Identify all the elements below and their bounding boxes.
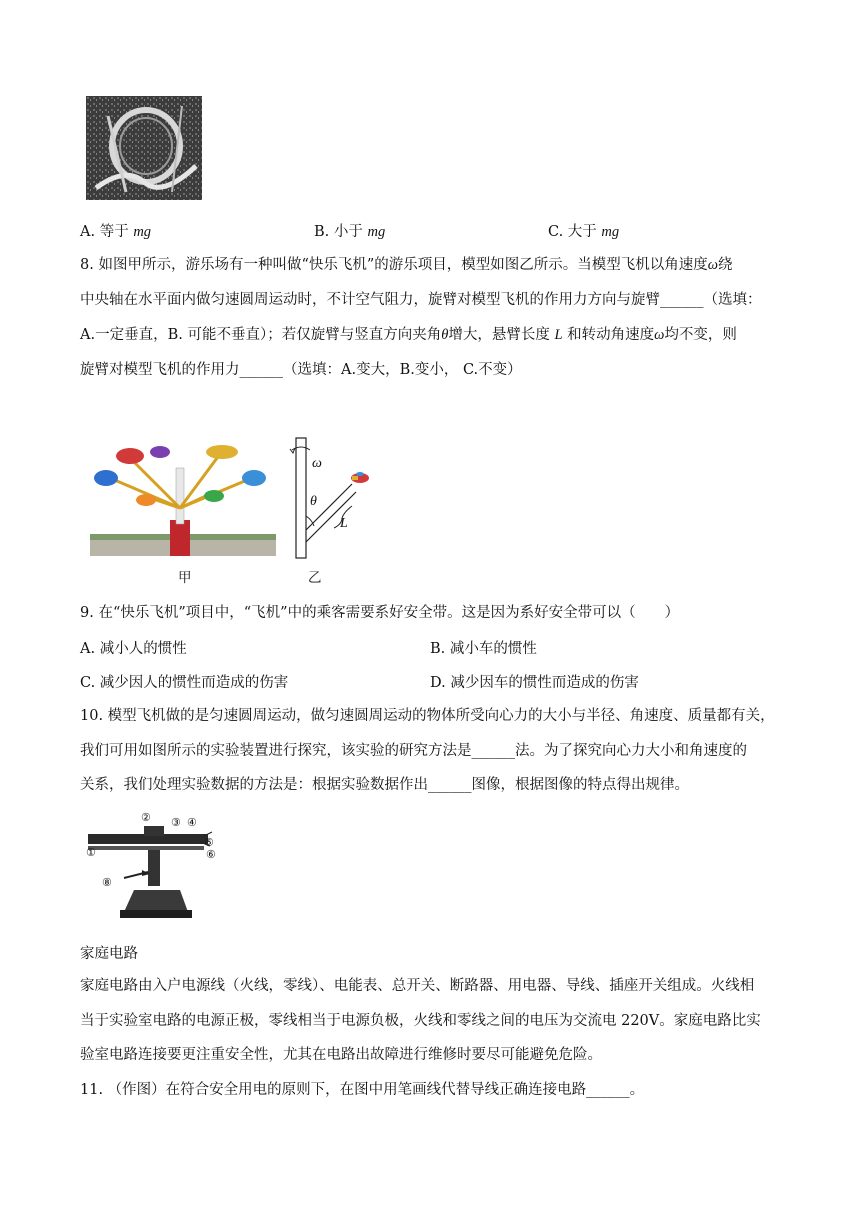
q9-stem: 9. 在“快乐飞机”项目中，“飞机”中的乘客需要系好安全带。这是因为系好安全带可以（ ）	[80, 605, 680, 621]
q8-line-1	[80, 255, 733, 275]
apparatus-label-5: ⑤	[204, 836, 214, 849]
roller-coaster-loop-photo	[86, 96, 202, 200]
omega-symbol: ω	[707, 257, 719, 273]
section-paragraph-line-1: 家庭电路由入户电源线（火线，零线）、电能表、总开关、断路器、用电器、导线、插座开关组成。火线相	[80, 978, 755, 994]
option-text: C. 大于	[548, 224, 602, 240]
q9-option-b: B. 减小车的惯性	[430, 641, 537, 657]
mg-symbol: mg	[133, 224, 152, 240]
diagram-theta-label: θ	[310, 494, 317, 509]
apparatus-label-1: ①	[86, 846, 96, 859]
q10-line-2: 我们可用如图所示的实验装置进行探究，该实验的研究方法是______法。为了探究向心力大小和角速度的	[80, 743, 747, 759]
apparatus-label-3: ③	[171, 816, 181, 829]
rotating-arm-diagram	[282, 436, 378, 560]
option-text: B. 小于	[314, 224, 368, 240]
apparatus-label-2: ②	[141, 811, 151, 824]
q9-option-c: C. 减少因人的惯性而造成的伤害	[80, 675, 289, 691]
q8-line-4: 旋臂对模型飞机的作用力______（选填：A.变大，B.变小， C.不变）	[80, 362, 522, 378]
section-title: 家庭电路	[80, 946, 138, 962]
text: 增大，悬臂长度	[448, 327, 555, 343]
q7-option-b	[314, 222, 385, 242]
q10-line-3: 关系，我们处理实验数据的方法是：根据实验数据作出______图像，根据图像的特点得出规律。	[80, 777, 689, 793]
q8-line-3	[80, 325, 737, 345]
section-paragraph-line-2: 当于实验室电路的电源正极，零线相当于电源负极，火线和零线之间的电压为交流电 220V。家庭电路比实	[80, 1013, 761, 1029]
section-paragraph-line-3: 验室电路连接要更注重安全性，尤其在电路出故障进行维修时要尽可能避免危险。	[80, 1047, 602, 1063]
q11-stem: 11. （作图）在符合安全用电的原则下，在图中用笔画线代替导线正确连接电路______。	[80, 1082, 645, 1098]
text: 均不变，则	[664, 327, 737, 343]
q10-line-1: 10. 模型飞机做的是匀速圆周运动，做匀速圆周运动的物体所受向心力的大小与半径、角速度、质量都有关，	[80, 708, 775, 724]
text: 绕	[718, 257, 733, 273]
diagram-L-label: L	[340, 516, 348, 531]
L-symbol: L	[554, 327, 563, 343]
apparatus-label-4: ④	[187, 816, 197, 829]
q7-option-c	[548, 222, 619, 242]
omega-symbol: ω	[654, 327, 665, 343]
text: A.一定垂直，B. 可能不垂直）；若仅旋臂与竖直方向夹角	[80, 327, 442, 343]
happy-plane-ride-photo	[90, 438, 276, 556]
centripetal-force-apparatus-photo	[84, 812, 230, 922]
q7-option-a	[80, 222, 151, 242]
mg-symbol: mg	[367, 224, 386, 240]
option-text: A. 等于	[80, 224, 134, 240]
q9-option-a: A. 减小人的惯性	[80, 641, 187, 657]
q9-option-d: D. 减少因车的惯性而造成的伤害	[430, 675, 639, 691]
text: 8. 如图甲所示，游乐场有一种叫做“快乐飞机”的游乐项目，模型如图乙所示。当模型飞机以角速度	[80, 257, 708, 273]
figure-yi-caption: 乙	[308, 570, 322, 586]
apparatus-label-6: ⑥	[206, 848, 216, 861]
text: 和转动角速度	[562, 327, 655, 343]
mg-symbol: mg	[601, 224, 620, 240]
apparatus-label-8: ⑧	[102, 876, 112, 889]
figure-jia-caption: 甲	[178, 570, 192, 586]
q8-line-2: 中央轴在水平面内做匀速圆周运动时，不计空气阻力，旋臂对模型飞机的作用力方向与旋臂______（选填：	[80, 292, 762, 308]
diagram-omega-label: ω	[312, 456, 322, 471]
theta-symbol: θ	[441, 327, 449, 343]
